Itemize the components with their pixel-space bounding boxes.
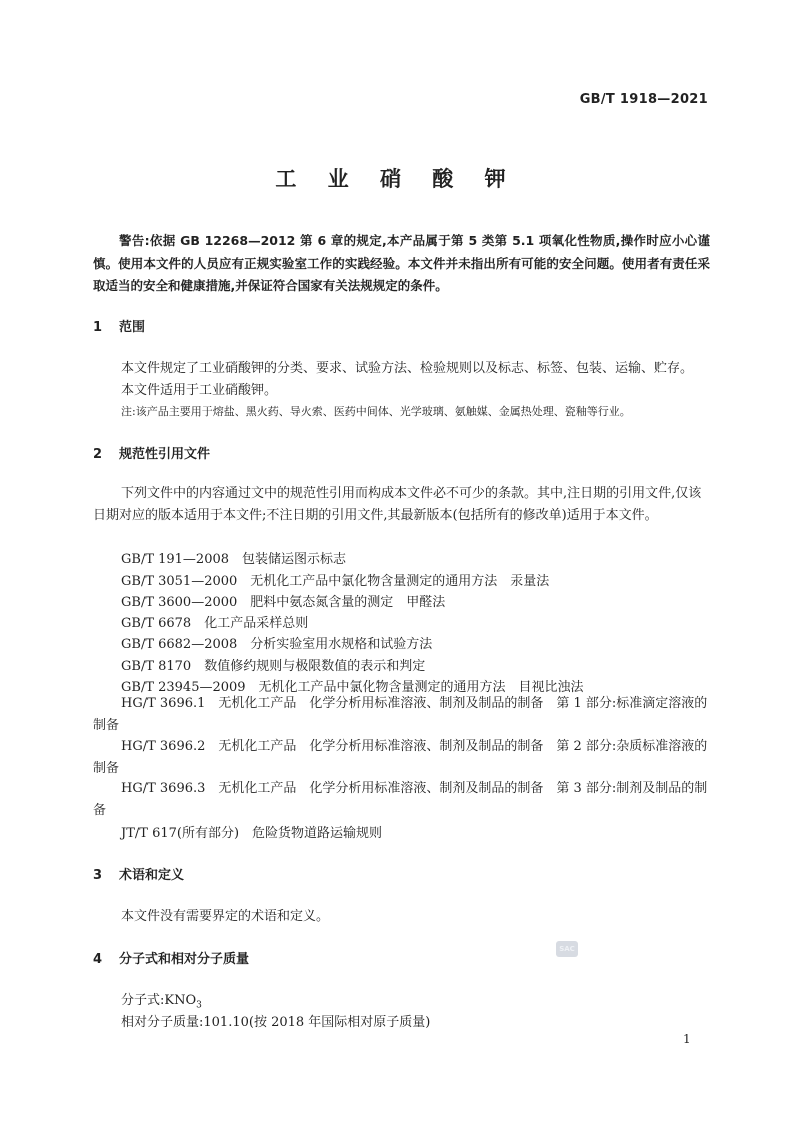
reference-item: GB/T 6678 化工产品采样总则 — [121, 616, 309, 631]
formula-subscript: 3 — [196, 1000, 202, 1011]
section-3-paragraph: 本文件没有需要界定的术语和定义。 — [121, 909, 330, 924]
section-1-paragraph-1: 本文件规定了工业硝酸钾的分类、要求、试验方法、检验规则以及标志、标签、包装、运输、贮存。 — [121, 361, 694, 376]
section-4-number: 4 — [93, 952, 103, 967]
section-2-title: 规范性引用文件 — [119, 447, 211, 462]
molecular-formula — [121, 989, 202, 1011]
reference-hg-3696-2: HG/T 3696.2 无机化工产品 化学分析用标准溶液、制剂及制品的制备 第 2 部分:杂质标准溶液的制备 — [93, 739, 708, 776]
section-1-heading — [93, 316, 145, 335]
sac-watermark: SAC — [556, 941, 578, 957]
section-4-heading — [93, 948, 249, 967]
safety-warning: 警告:依据 GB 12268—2012 第 6 章的规定,本产品属于第 5 类第 5.1 项氧化性物质,操作时应小心谨慎。使用本文件的人员应有正规实验室工作的实践经验。本文件并未指出所有可能的安全问题。使用者有责任采取适当的安全和健康措施,并保证符合国家有关法规规定的条件。 — [93, 233, 710, 293]
section-1-title: 范围 — [119, 320, 146, 335]
reference-jt-617: JT/T 617(所有部分) 危险货物道路运输规则 — [121, 826, 383, 841]
reference-item: GB/T 6682—2008 分析实验室用水规格和试验方法 — [121, 637, 433, 652]
section-2-intro: 下列文件中的内容通过文中的规范性引用而构成本文件必不可少的条款。其中,注日期的引用文件,仅该日期对应的版本适用于本文件;不注日期的引用文件,其最新版本(包括所有的修改单)适用于本文件。 — [93, 486, 702, 523]
formula-label: 分子式:KNO — [121, 993, 197, 1008]
relative-molecular-mass: 相对分子质量:101.10(按 2018 年国际相对原子质量) — [121, 1015, 431, 1030]
section-3-title: 术语和定义 — [119, 868, 185, 883]
page-number: 1 — [683, 1032, 691, 1046]
standard-number: GB/T 1918—2021 — [579, 92, 708, 107]
section-4-title: 分子式和相对分子质量 — [119, 952, 250, 967]
section-3-heading — [93, 864, 184, 883]
section-1-note: 注:该产品主要用于熔盐、黑火药、导火索、医药中间体、光学玻璃、氨触媒、金属热处理、瓷釉等行业。 — [121, 405, 631, 418]
reference-item: GB/T 3051—2000 无机化工产品中氯化物含量测定的通用方法 汞量法 — [121, 574, 550, 589]
section-2-heading — [93, 443, 210, 462]
reference-hg-3696-1: HG/T 3696.1 无机化工产品 化学分析用标准溶液、制剂及制品的制备 第 1 部分:标准滴定溶液的制备 — [93, 696, 708, 733]
section-2-number: 2 — [93, 447, 103, 462]
reference-item: GB/T 191—2008 包装储运图示标志 — [121, 552, 347, 567]
section-1-paragraph-2: 本文件适用于工业硝酸钾。 — [121, 383, 278, 398]
document-title: 工 业 硝 酸 钾 — [275, 167, 518, 191]
reference-item: GB/T 23945—2009 无机化工产品中氯化物含量测定的通用方法 目视比浊法 — [121, 680, 584, 695]
reference-item: GB/T 8170 数值修约规则与极限数值的表示和判定 — [121, 659, 426, 674]
section-1-number: 1 — [93, 320, 103, 335]
section-3-number: 3 — [93, 868, 103, 883]
reference-hg-3696-3: HG/T 3696.3 无机化工产品 化学分析用标准溶液、制剂及制品的制备 第 3 部分:制剂及制品的制备 — [93, 781, 708, 818]
reference-item: GB/T 3600—2000 肥料中氨态氮含量的测定 甲醛法 — [121, 595, 446, 610]
